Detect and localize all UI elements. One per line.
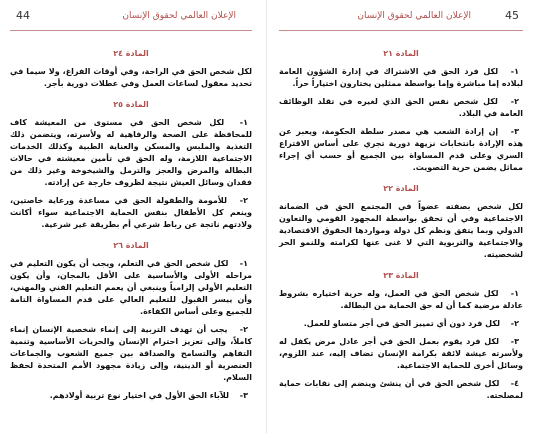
article-heading: المادة ٢٢ <box>383 184 419 193</box>
paragraph-number: -٣ <box>239 391 248 400</box>
paragraph-number: -١ <box>510 67 519 76</box>
paragraph-number: -٤ <box>510 379 519 388</box>
paragraph-text: لكل شخص الحق في التعلم، ويجب أن يكون التعليم في مراحله الأولى والأساسية على الأقل بالمجان، وأن يكون التعليم الأولي إلزامياً وينبغي أن يعمم التعليم الفني والمهني، وأن ييسر القبول للتعليم العالي على قدم المساواة التامة للجميع وعلى أساس الكفاءة. <box>10 259 252 316</box>
paragraph-number: -٣ <box>510 337 519 346</box>
left-page-header <box>10 0 252 31</box>
article-paragraph <box>10 117 252 189</box>
paragraph-number: -١ <box>239 259 248 268</box>
article-paragraph <box>279 288 523 312</box>
article-paragraph <box>279 378 523 402</box>
article-paragraph <box>10 258 252 318</box>
article-heading: المادة ٢٤ <box>113 49 149 58</box>
paragraph-text: لكل شخص الحق في الراحة، وفي أوقات الفراغ، ولا سيما في تحديد معقول لساعات العمل وفي عطلات دورية بأجر. <box>10 67 252 88</box>
paragraph-text: يجب أن تهدف التربية إلى إنماء شخصية الإنسان إنماء كاملاً، وإلى تعزيز احترام الإنسان والحريات الأساسية وتنمية التفاهم والتسامح والصداقة بين جميع الشعوب والجماعات العنصرية أو الدينية، وإلى زيادة مجهود الأمم المتحدة لحفظ السلام. <box>10 325 252 382</box>
paragraph-text: لكل شخص بصفته عضواً في المجتمع الحق في الضمانة الاجتماعية وفي أن تحقق بواسطة المجهود القومي والتعاون الدولي وبما يتفق ونظم كل دولة ومواردها الحقوق الاقتصادية والاجتماعية والتربوية التي لا غنى عنها لكرامته وللنمو الحر لشخصيته. <box>279 202 523 259</box>
article-paragraph <box>10 195 252 231</box>
paragraph-text: لكل شخص الحق في مستوى من المعيشة كاف للمحافظة على الصحة والرفاهية له ولأسرته، ويتضمن ذلك التغذية والملبس والمسكن والعناية الطبية وكذلك الخدمات الاجتماعية اللازمة، وله الحق في تأمين معيشته في حالات البطالة والمرض والعجز والترمل والشيخوخة وغير ذلك من فقدان وسائل العيش نتيجة لظروف خارجة عن إرادته. <box>10 118 252 187</box>
article-paragraph <box>279 126 523 174</box>
right-page-header <box>279 0 523 31</box>
page-number: 44 <box>16 9 30 22</box>
paragraph-text: للأمومة والطفولة الحق في مساعدة ورعاية خاصتين، وينعم كل الأطفال بنفس الحماية الاجتماعية سواء أكانت ولادتهم ناتجة عن رباط شرعي أم بطريقة غير شرعية. <box>10 196 252 229</box>
paragraph-number: -٣ <box>510 127 519 136</box>
paragraph-text: لكل شخص الحق في العمل، وله حرية اختياره بشروط عادلة مرضية كما أن له حق الحماية من البطالة. <box>279 289 523 310</box>
paragraph-number: -٢ <box>510 97 519 106</box>
running-title: الإعلان العالمي لحقوق الإنسان <box>357 11 471 21</box>
paragraph-number: -٢ <box>510 319 519 328</box>
paragraph-text: للآباء الحق الأول في اختيار نوع تربية أولادهم. <box>49 391 229 400</box>
paragraph-number: -١ <box>510 289 519 298</box>
article-heading: المادة ٢٣ <box>383 271 419 280</box>
paragraph-text: لكل فرد الحق في الاشتراك في إدارة الشؤون العامة لبلاده إما مباشرة وإما بواسطة ممثلين يختارون اختياراً حراً. <box>279 67 523 88</box>
paragraph-number: -١ <box>239 118 248 127</box>
running-title: الإعلان العالمي لحقوق الإنسان <box>122 11 236 21</box>
paragraph-text: لكل فرد دون أي تمييز الحق في أجر متساو للعمل. <box>303 319 500 328</box>
paragraph-text: لكل فرد يقوم بعمل الحق في أجر عادل مرض يكفل له ولأسرته عيشة لائقة بكرامة الإنسان تضاف إليه، عند اللزوم، وسائل أخرى للحماية الاجتماعية. <box>279 337 523 370</box>
article-paragraph <box>279 336 523 372</box>
paragraph-number: -٢ <box>239 325 248 334</box>
article-heading: المادة ٢٦ <box>113 241 149 250</box>
paragraph-text: لكل شخص نفس الحق الذي لغيره في تقلد الوظائف العامة في البلاد. <box>279 97 523 118</box>
article-paragraph <box>10 66 252 90</box>
right-page <box>271 0 533 433</box>
article-paragraph <box>10 324 252 384</box>
article-paragraph <box>279 96 523 120</box>
book-gutter <box>266 0 267 433</box>
article-heading: المادة ٢٥ <box>113 100 149 109</box>
article-paragraph <box>10 390 252 402</box>
article-paragraph <box>279 318 523 330</box>
page-number: 45 <box>505 9 519 22</box>
article-heading: المادة ٢١ <box>383 49 419 58</box>
paragraph-text: إن إرادة الشعب هي مصدر سلطة الحكومة، ويعبر عن هذه الإرادة بانتخابات نزيهة دورية تجري على أساس الاقتراع السري وعلى قدم المساواة بين الجميع أو حسب أي إجراء مماثل يضمن حرية التصويت. <box>279 127 523 172</box>
paragraph-number: -٢ <box>239 196 248 205</box>
article-paragraph <box>279 201 523 261</box>
paragraph-text: لكل شخص الحق في أن ينشئ وينضم إلى نقابات حماية لمصلحته. <box>279 379 523 400</box>
left-page <box>0 0 262 433</box>
article-paragraph <box>279 66 523 90</box>
